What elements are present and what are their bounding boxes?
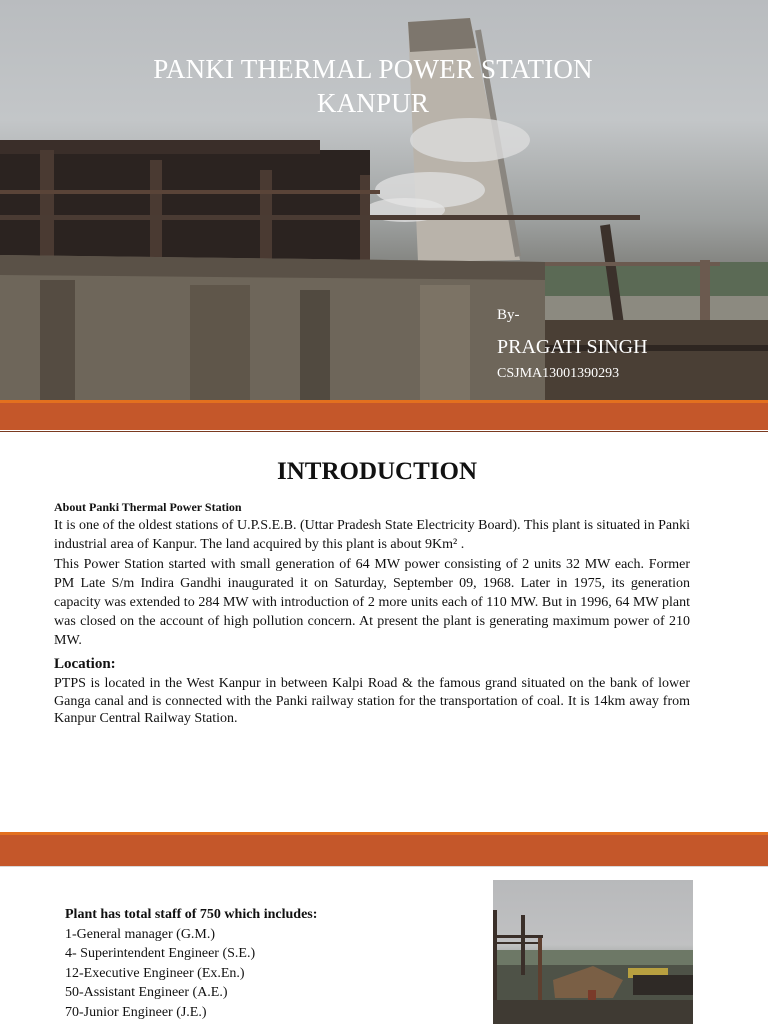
presentation-title xyxy=(100,52,646,120)
slide-footer-band xyxy=(0,400,768,430)
slide-divider xyxy=(0,431,768,432)
staff-item: 70-Junior Engineer (J.E.) xyxy=(65,1004,207,1020)
intro-subheading: About Panki Thermal Power Station xyxy=(54,500,242,514)
author-name: PRAGATI SINGH xyxy=(497,336,648,358)
staff-item: 50-Assistant Engineer (A.E.) xyxy=(65,985,228,1000)
title-line-1: PANKI THERMAL POWER STATION xyxy=(153,54,593,84)
title-slide xyxy=(0,0,768,400)
intro-paragraph-1: It is one of the oldest stations of U.P.S.E.B. (Uttar Pradesh State Electricity Board). This plant is situated in Panki industrial area of Kanpur. The land acquired by this plant is about 9Km² . xyxy=(54,518,690,552)
plant-view-photo xyxy=(493,880,693,1024)
intro-heading: INTRODUCTION xyxy=(276,458,478,485)
staff-item: 1-General manager (G.M.) xyxy=(65,926,216,942)
slide-divider xyxy=(0,866,768,867)
by-label: By- xyxy=(497,307,520,323)
staff-item: 12-Executive Engineer (Ex.En.) xyxy=(65,965,245,981)
plant-view-illustration xyxy=(493,880,693,1024)
staff-heading: Plant has total staff of 750 which includes: xyxy=(65,907,318,922)
intro-paragraph-2: This Power Station started with small generation of 64 MW power consisting of 2 units 32 MW each. Former PM Late S/m Indira Gandhi inaugurated it on Saturday, September 09, 1968. Later in 1975, its generation capacity was extended to 284 MW with introduction of 2 more units each of 110 MW. But in 1996, 64 MW plant was closed on the account of high pollution concern. At present the plant is generating maximum power of 210 MW. xyxy=(54,557,690,648)
staff-item: 4- Superintendent Engineer (S.E.) xyxy=(65,946,256,961)
title-line-2: KANPUR xyxy=(316,88,430,118)
staff-list xyxy=(65,905,317,1022)
location-heading: Location: xyxy=(54,656,116,672)
roll-number: CSJMA13001390293 xyxy=(497,366,620,381)
slide-header-band xyxy=(0,832,768,866)
location-paragraph: PTPS is located in the West Kanpur in between Kalpi Road & the famous grand situated on the bank of lower Ganga canal and is connected with the Panki railway station for the transportation of coal. It is 14km away from Kanpur Central Railway Station. xyxy=(54,676,690,726)
